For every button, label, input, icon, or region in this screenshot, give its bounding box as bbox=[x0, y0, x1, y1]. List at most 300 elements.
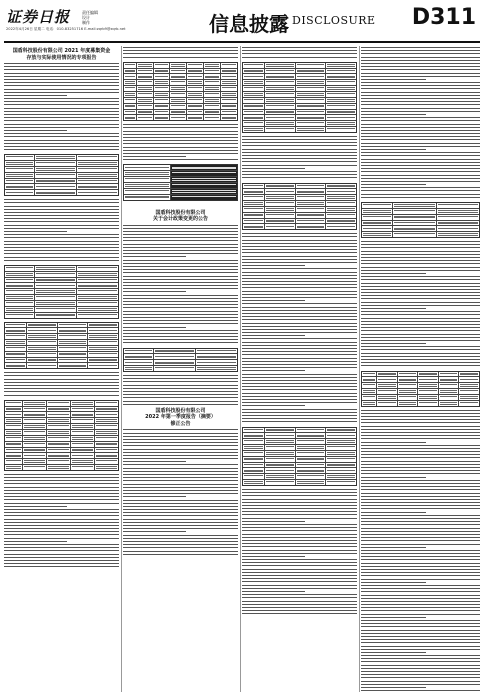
table-cell bbox=[71, 407, 95, 412]
text-line bbox=[123, 279, 238, 281]
table-cell bbox=[243, 127, 265, 132]
text-line bbox=[4, 515, 119, 517]
table-cell bbox=[265, 184, 296, 189]
table-cell bbox=[170, 80, 187, 85]
table-cell bbox=[326, 457, 356, 462]
table-cell bbox=[204, 69, 221, 74]
data-table bbox=[4, 154, 119, 196]
table-cell bbox=[326, 451, 356, 456]
table-cell bbox=[296, 127, 327, 132]
table-cell bbox=[326, 224, 356, 229]
table-cell bbox=[170, 69, 187, 74]
article-title bbox=[123, 408, 238, 428]
table-cell bbox=[326, 69, 356, 74]
table-cell bbox=[296, 480, 327, 485]
text-line bbox=[123, 496, 238, 498]
text-line bbox=[361, 690, 480, 692]
text-line bbox=[242, 171, 357, 173]
text-line bbox=[123, 143, 238, 145]
table-cell bbox=[154, 69, 171, 74]
text-line bbox=[123, 234, 238, 236]
table-cell bbox=[47, 401, 71, 406]
text-line bbox=[361, 505, 480, 507]
table-cell bbox=[154, 360, 196, 365]
table-cell bbox=[35, 155, 77, 160]
text-line bbox=[4, 149, 119, 151]
text-line bbox=[242, 300, 357, 302]
table-cell bbox=[27, 346, 58, 351]
text-line bbox=[242, 256, 357, 258]
data-table bbox=[242, 427, 357, 486]
table-cell bbox=[95, 436, 118, 441]
table-cell bbox=[265, 457, 296, 462]
table-cell bbox=[88, 363, 118, 368]
text-line bbox=[361, 658, 480, 660]
text-line bbox=[242, 495, 357, 497]
text-line bbox=[242, 405, 357, 407]
text-line bbox=[361, 531, 480, 533]
text-line bbox=[361, 582, 480, 584]
table-cell bbox=[5, 436, 23, 441]
text-line bbox=[242, 259, 357, 261]
text-line bbox=[361, 139, 480, 141]
text-line bbox=[123, 127, 238, 129]
text-line bbox=[4, 241, 119, 243]
text-line bbox=[361, 595, 480, 597]
table-cell bbox=[204, 104, 221, 109]
text-line bbox=[242, 262, 357, 264]
text-line bbox=[4, 531, 119, 533]
text-line bbox=[361, 633, 480, 635]
table-cell bbox=[137, 92, 154, 97]
edition-meta-production: 制作 bbox=[82, 20, 90, 25]
text-line bbox=[361, 559, 480, 561]
text-line bbox=[242, 389, 357, 391]
text-line bbox=[123, 327, 238, 329]
table-cell bbox=[196, 354, 237, 359]
text-line bbox=[361, 95, 480, 97]
table-cell bbox=[326, 115, 356, 120]
table-cell bbox=[296, 92, 327, 97]
column-4 bbox=[361, 46, 480, 692]
table-cell bbox=[47, 412, 71, 417]
text-line bbox=[242, 354, 357, 356]
text-line bbox=[242, 492, 357, 494]
text-line bbox=[361, 76, 480, 78]
section-title-english: DISCLOSURE bbox=[292, 14, 376, 27]
table-cell bbox=[243, 115, 265, 120]
text-line bbox=[242, 319, 357, 321]
text-block bbox=[123, 375, 238, 406]
text-line bbox=[123, 439, 238, 441]
table-cell bbox=[5, 278, 35, 283]
table-cell bbox=[23, 442, 47, 447]
text-line bbox=[4, 557, 119, 559]
text-line bbox=[123, 304, 238, 306]
text-line bbox=[242, 524, 357, 526]
text-line bbox=[4, 375, 119, 377]
table-cell bbox=[171, 195, 237, 200]
text-block bbox=[242, 233, 357, 423]
text-line bbox=[242, 345, 357, 347]
text-line bbox=[361, 108, 480, 110]
text-line bbox=[361, 184, 480, 186]
table-cell bbox=[265, 463, 296, 468]
text-block bbox=[242, 489, 357, 616]
text-line bbox=[4, 541, 119, 543]
table-cell bbox=[296, 207, 327, 212]
table-cell bbox=[5, 307, 35, 312]
table-cell bbox=[439, 383, 460, 388]
text-line bbox=[361, 241, 480, 243]
text-line bbox=[361, 159, 480, 161]
table-cell bbox=[243, 474, 265, 479]
text-line bbox=[123, 253, 238, 255]
text-line bbox=[4, 490, 119, 492]
table-cell bbox=[23, 407, 47, 412]
text-line bbox=[361, 178, 480, 180]
text-line bbox=[361, 349, 480, 351]
text-line bbox=[4, 108, 119, 110]
text-line bbox=[361, 579, 480, 581]
table-cell bbox=[243, 98, 265, 103]
table-cell bbox=[58, 358, 89, 363]
table-cell bbox=[5, 363, 27, 368]
text-line bbox=[361, 556, 480, 558]
table-cell bbox=[27, 323, 58, 328]
text-line bbox=[4, 477, 119, 479]
text-line bbox=[123, 134, 238, 136]
table-cell bbox=[362, 401, 377, 406]
table-cell bbox=[27, 340, 58, 345]
text-line bbox=[242, 342, 357, 344]
text-line bbox=[361, 677, 480, 679]
table-cell bbox=[326, 92, 356, 97]
text-line bbox=[123, 442, 238, 444]
text-line bbox=[4, 499, 119, 501]
table-cell bbox=[154, 349, 196, 354]
table-cell bbox=[265, 86, 296, 91]
text-line bbox=[361, 111, 480, 113]
text-line bbox=[123, 452, 238, 454]
text-line bbox=[123, 480, 238, 482]
text-line bbox=[361, 617, 480, 619]
text-line bbox=[242, 284, 357, 286]
text-line bbox=[123, 225, 238, 227]
table-cell bbox=[88, 340, 118, 345]
text-line bbox=[361, 483, 480, 485]
text-line bbox=[242, 521, 357, 523]
text-line bbox=[242, 149, 357, 151]
text-line bbox=[361, 190, 480, 192]
table-cell bbox=[171, 183, 237, 188]
table-cell bbox=[47, 407, 71, 412]
table-cell bbox=[265, 127, 296, 132]
table-cell bbox=[77, 266, 118, 271]
text-line bbox=[123, 461, 238, 463]
text-line bbox=[361, 289, 480, 291]
table-cell bbox=[77, 289, 118, 294]
table-cell bbox=[154, 98, 171, 103]
table-cell bbox=[5, 167, 35, 172]
text-line bbox=[361, 515, 480, 517]
text-line bbox=[4, 506, 119, 508]
table-cell bbox=[88, 334, 118, 339]
table-cell bbox=[77, 278, 118, 283]
text-block bbox=[361, 241, 480, 368]
text-line bbox=[4, 209, 119, 211]
table-cell bbox=[398, 401, 419, 406]
text-line bbox=[361, 464, 480, 466]
column-divider bbox=[240, 46, 241, 692]
text-line bbox=[4, 237, 119, 239]
table-cell bbox=[265, 445, 296, 450]
text-line bbox=[123, 47, 238, 49]
table-cell bbox=[265, 480, 296, 485]
text-line bbox=[242, 252, 357, 254]
table-cell bbox=[154, 115, 171, 120]
text-line bbox=[123, 131, 238, 133]
text-line bbox=[4, 117, 119, 119]
table-cell bbox=[88, 352, 118, 357]
text-line bbox=[123, 291, 238, 293]
masthead bbox=[4, 4, 480, 40]
table-cell bbox=[77, 155, 118, 160]
table-cell bbox=[95, 453, 118, 458]
text-line bbox=[361, 276, 480, 278]
text-line bbox=[123, 57, 238, 59]
table-cell bbox=[265, 201, 296, 206]
article-title-line: 存放与实际使用情况的专项报告 bbox=[26, 54, 97, 61]
table-cell bbox=[439, 377, 460, 382]
masthead-rule bbox=[4, 41, 480, 43]
table-cell bbox=[243, 184, 265, 189]
text-line bbox=[4, 73, 119, 75]
text-line bbox=[361, 92, 480, 94]
table-cell bbox=[27, 363, 58, 368]
table-cell bbox=[243, 201, 265, 206]
text-line bbox=[123, 333, 238, 335]
table-cell bbox=[5, 173, 35, 178]
table-cell bbox=[5, 161, 35, 166]
text-line bbox=[361, 524, 480, 526]
table-cell bbox=[437, 232, 479, 237]
table-cell bbox=[27, 352, 58, 357]
table-cell bbox=[5, 179, 35, 184]
text-line bbox=[361, 136, 480, 138]
text-line bbox=[123, 295, 238, 297]
table-cell bbox=[88, 328, 118, 333]
table-cell bbox=[27, 358, 58, 363]
table-cell bbox=[296, 98, 327, 103]
text-line bbox=[123, 484, 238, 486]
table-cell bbox=[265, 224, 296, 229]
table-cell bbox=[243, 463, 265, 468]
text-line bbox=[4, 63, 119, 65]
text-line bbox=[123, 137, 238, 139]
table-cell bbox=[326, 201, 356, 206]
text-line bbox=[123, 464, 238, 466]
text-line bbox=[4, 82, 119, 84]
table-cell bbox=[35, 179, 77, 184]
table-cell bbox=[362, 226, 393, 231]
table-cell bbox=[23, 424, 47, 429]
text-line bbox=[361, 260, 480, 262]
text-line bbox=[361, 419, 480, 421]
table-cell bbox=[418, 377, 439, 382]
text-line bbox=[361, 330, 480, 332]
text-line bbox=[4, 522, 119, 524]
text-line bbox=[242, 361, 357, 363]
text-line bbox=[361, 528, 480, 530]
table-cell bbox=[362, 372, 377, 377]
text-line bbox=[242, 418, 357, 420]
text-line bbox=[4, 206, 119, 208]
text-line bbox=[242, 537, 357, 539]
table-cell bbox=[35, 190, 77, 195]
text-line bbox=[4, 487, 119, 489]
table-cell bbox=[58, 352, 89, 357]
dateline: 2022年4月26日 星期二 电话：010-83251716 E-mail:zqrb9@zqrb.net bbox=[6, 27, 126, 31]
text-line bbox=[242, 578, 357, 580]
text-line bbox=[242, 412, 357, 414]
text-line bbox=[242, 565, 357, 567]
table-row bbox=[243, 224, 356, 229]
text-line bbox=[123, 541, 238, 543]
text-line bbox=[242, 364, 357, 366]
text-line bbox=[361, 257, 480, 259]
text-line bbox=[361, 655, 480, 657]
table-cell bbox=[137, 86, 154, 91]
table-cell bbox=[47, 442, 71, 447]
text-line bbox=[361, 610, 480, 612]
text-line bbox=[4, 221, 119, 223]
table-cell bbox=[5, 442, 23, 447]
text-block bbox=[361, 47, 480, 199]
table-cell bbox=[296, 428, 327, 433]
data-table bbox=[4, 400, 119, 471]
text-line bbox=[123, 487, 238, 489]
table-cell bbox=[58, 340, 89, 345]
text-line bbox=[361, 489, 480, 491]
text-block bbox=[4, 372, 119, 397]
text-line bbox=[242, 272, 357, 274]
table-row bbox=[243, 127, 356, 132]
text-line bbox=[123, 314, 238, 316]
text-line bbox=[361, 598, 480, 600]
table-cell bbox=[243, 80, 265, 85]
text-line bbox=[361, 194, 480, 196]
table-row bbox=[124, 366, 237, 371]
text-line bbox=[242, 243, 357, 245]
text-line bbox=[361, 308, 480, 310]
text-line bbox=[123, 401, 238, 403]
text-line bbox=[4, 474, 119, 476]
text-line bbox=[123, 531, 238, 533]
table-cell bbox=[437, 226, 479, 231]
table-cell bbox=[71, 436, 95, 441]
table-cell bbox=[243, 86, 265, 91]
text-line bbox=[242, 268, 357, 270]
text-line bbox=[242, 278, 357, 280]
text-line bbox=[361, 327, 480, 329]
text-line bbox=[361, 499, 480, 501]
text-line bbox=[361, 79, 480, 81]
text-line bbox=[242, 597, 357, 599]
text-line bbox=[361, 416, 480, 418]
text-line bbox=[4, 140, 119, 142]
article-title bbox=[123, 210, 238, 223]
table-cell bbox=[47, 418, 71, 423]
data-table bbox=[242, 62, 357, 133]
text-line bbox=[361, 318, 480, 320]
table-cell bbox=[265, 219, 296, 224]
text-line bbox=[242, 348, 357, 350]
text-line bbox=[361, 486, 480, 488]
table-cell bbox=[326, 63, 356, 68]
newspaper-logo: 证券日报 bbox=[6, 8, 71, 26]
text-line bbox=[4, 136, 119, 138]
table-cell bbox=[187, 63, 204, 68]
table-cell bbox=[326, 213, 356, 218]
table-cell bbox=[5, 295, 35, 300]
table-cell bbox=[265, 80, 296, 85]
table-cell bbox=[398, 395, 419, 400]
table-cell bbox=[326, 189, 356, 194]
table-cell bbox=[95, 442, 118, 447]
table-cell bbox=[265, 195, 296, 200]
text-line bbox=[123, 53, 238, 55]
text-line bbox=[123, 339, 238, 341]
table-cell bbox=[296, 69, 327, 74]
text-line bbox=[123, 445, 238, 447]
table-cell bbox=[362, 215, 393, 220]
table-cell bbox=[5, 453, 23, 458]
table-cell bbox=[5, 358, 27, 363]
text-line bbox=[123, 231, 238, 233]
table-cell bbox=[187, 86, 204, 91]
text-line bbox=[242, 246, 357, 248]
table-row bbox=[5, 190, 118, 195]
table-cell bbox=[23, 401, 47, 406]
column-1 bbox=[4, 46, 119, 692]
table-cell bbox=[77, 295, 118, 300]
table-cell bbox=[326, 98, 356, 103]
table-cell bbox=[362, 395, 377, 400]
text-line bbox=[123, 515, 238, 517]
text-line bbox=[242, 591, 357, 593]
text-line bbox=[123, 538, 238, 540]
text-line bbox=[361, 127, 480, 129]
text-line bbox=[123, 276, 238, 278]
table-cell bbox=[95, 401, 118, 406]
text-line bbox=[361, 665, 480, 667]
table-cell bbox=[326, 86, 356, 91]
table-cell bbox=[221, 110, 237, 115]
table-cell bbox=[71, 401, 95, 406]
table-cell bbox=[23, 430, 47, 435]
table-cell bbox=[296, 115, 327, 120]
text-line bbox=[361, 334, 480, 336]
table-cell bbox=[265, 207, 296, 212]
text-line bbox=[4, 199, 119, 201]
text-line bbox=[123, 320, 238, 322]
text-line bbox=[361, 620, 480, 622]
article-title-line: 2022 年第一季度报告（摘要） bbox=[145, 414, 216, 421]
text-line bbox=[242, 518, 357, 520]
table-cell bbox=[171, 165, 237, 170]
text-line bbox=[123, 266, 238, 268]
